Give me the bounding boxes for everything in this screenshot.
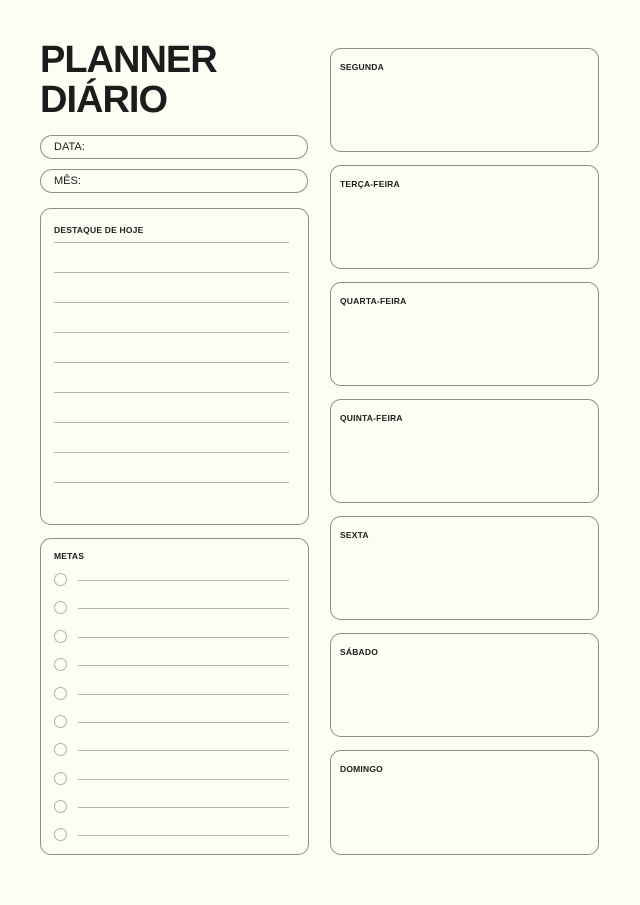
writing-line: [54, 482, 289, 483]
goals-label: METAS: [54, 551, 85, 561]
writing-line: [54, 272, 289, 273]
writing-line: [54, 302, 289, 303]
goal-checkbox-circle[interactable]: [54, 601, 67, 614]
goal-checkbox-circle[interactable]: [54, 772, 67, 785]
goal-checkbox-circle[interactable]: [54, 800, 67, 813]
day-label: QUARTA-FEIRA: [340, 296, 407, 306]
writing-line: [54, 242, 289, 243]
day-box-tuesday[interactable]: [330, 165, 599, 269]
page-title: [40, 40, 217, 120]
day-label: SÁBADO: [340, 647, 379, 657]
goal-checkbox-circle[interactable]: [54, 743, 67, 756]
goal-checkbox-circle[interactable]: [54, 658, 67, 671]
day-label: TERÇA-FEIRA: [340, 179, 400, 189]
day-box-saturday[interactable]: [330, 633, 599, 737]
goal-line: [78, 779, 289, 780]
writing-line: [54, 452, 289, 453]
day-label: DOMINGO: [340, 764, 383, 774]
highlight-label: DESTAQUE DE HOJE: [54, 225, 144, 235]
goal-checkbox-circle[interactable]: [54, 715, 67, 728]
title-line-1: PLANNER: [40, 39, 217, 81]
goals-section: [40, 538, 309, 855]
goal-line: [78, 722, 289, 723]
month-label: MÊS:: [54, 175, 81, 187]
goal-checkbox-circle[interactable]: [54, 687, 67, 700]
writing-line: [54, 362, 289, 363]
goal-line: [78, 750, 289, 751]
day-label: SEGUNDA: [340, 62, 384, 72]
goal-line: [78, 694, 289, 695]
day-box-wednesday[interactable]: [330, 282, 599, 386]
goal-line: [78, 665, 289, 666]
goal-checkbox-circle[interactable]: [54, 630, 67, 643]
title-line-2: DIÁRIO: [40, 79, 167, 121]
goal-line: [78, 835, 289, 836]
day-label: SEXTA: [340, 530, 369, 540]
day-box-monday[interactable]: [330, 48, 599, 152]
goal-line: [78, 807, 289, 808]
day-box-friday[interactable]: [330, 516, 599, 620]
writing-line: [54, 332, 289, 333]
date-label: DATA:: [54, 141, 85, 153]
goal-checkbox-circle[interactable]: [54, 573, 67, 586]
highlight-section: [40, 208, 309, 525]
day-box-sunday[interactable]: [330, 750, 599, 855]
writing-line: [54, 392, 289, 393]
date-field[interactable]: [40, 135, 308, 159]
day-label: QUINTA-FEIRA: [340, 413, 403, 423]
day-box-thursday[interactable]: [330, 399, 599, 503]
writing-line: [54, 422, 289, 423]
goal-checkbox-circle[interactable]: [54, 828, 67, 841]
goal-line: [78, 580, 289, 581]
goal-line: [78, 608, 289, 609]
month-field[interactable]: [40, 169, 308, 193]
goal-line: [78, 637, 289, 638]
